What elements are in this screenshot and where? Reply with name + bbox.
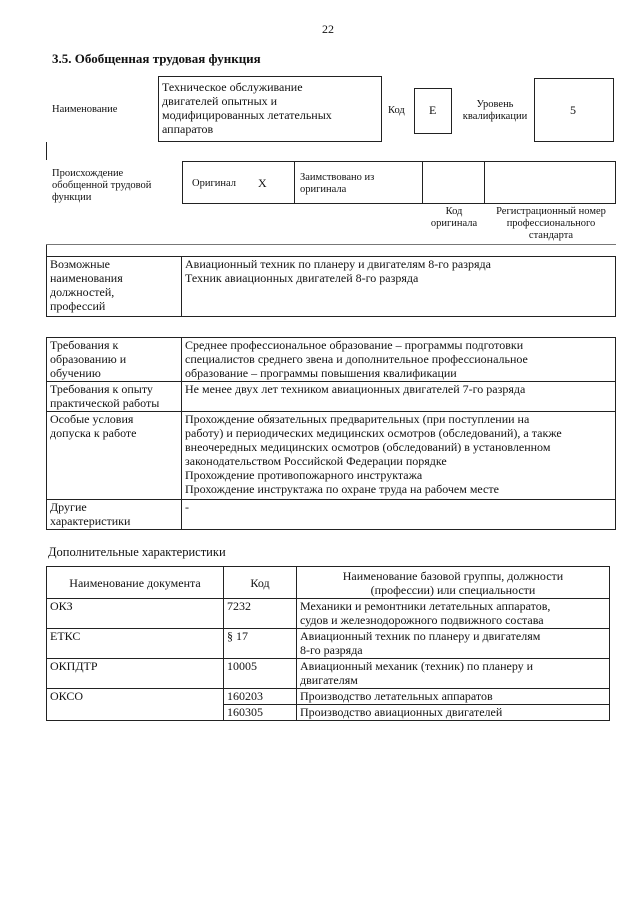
margin-mark: [46, 244, 47, 256]
code-label: Код: [388, 105, 405, 116]
function-name-value: Техническое обслуживание двигателей опытных и модифицированных летательных аппаратов: [162, 80, 332, 136]
caption-registration-number: Регистрационный номер профессионального стандарта: [496, 206, 606, 241]
table-row-code: 10005: [224, 659, 297, 689]
col-header-code: Код: [224, 567, 297, 599]
table-row-code: § 17: [224, 629, 297, 659]
req-admission-label: Особые условия допуска к работе: [47, 412, 182, 500]
positions-table: [46, 256, 616, 317]
table-row-doc: ОКЗ: [47, 599, 224, 629]
origin-divider: [294, 161, 295, 204]
origin-label: Происхождение обобщенной трудовой функции: [52, 168, 152, 203]
original-label: Оригинал: [192, 178, 236, 189]
req-admission-value: Прохождение обязательных предварительных (при поступлении на работу) и периодических медицинских осмотров (обследований), а также внеочередных медицинских осмотров (обследований) в установленном законодательством Российской Федерации порядке Прохождение противопожарного инструктажа Прохождение инструктажа по охране труда на рабочем месте: [182, 412, 616, 500]
origin-top-rule: [182, 161, 616, 162]
positions-top-rule: [46, 244, 616, 245]
table-row-doc: ОКСО: [47, 689, 224, 721]
name-label: Наименование: [52, 104, 118, 115]
code-box: [414, 88, 452, 134]
origin-divider: [422, 161, 423, 204]
margin-mark: [46, 142, 47, 160]
section-title: 3.5. Обобщенная трудовая функция: [52, 51, 261, 66]
additional-title: Дополнительные характеристики: [48, 545, 226, 559]
table-row-code: 7232: [224, 599, 297, 629]
table-row-name: Механики и ремонтники летательных аппаратов, судов и железнодорожного подвижного состава: [297, 599, 610, 629]
req-other-label: Другие характеристики: [47, 500, 182, 530]
code-value: E: [429, 103, 437, 117]
req-other-value: -: [182, 500, 616, 530]
table-row-name: Производство авиационных двигателей: [297, 705, 610, 721]
table-row-code: 160305: [224, 705, 297, 721]
table-row-code: 160203: [224, 689, 297, 705]
page-number: 22: [322, 22, 334, 36]
req-education-label: Требования к образованию и обучению: [47, 338, 182, 382]
level-value: 5: [570, 103, 576, 117]
level-label: Уровень квалификации: [462, 99, 528, 122]
req-experience-value: Не менее двух лет техником авиационных двигателей 7-го разряда: [182, 382, 616, 412]
borrowed-label: Заимствовано из оригинала: [300, 172, 375, 195]
additional-table: [46, 566, 610, 721]
table-row-name: Авиационный механик (техник) по планеру и двигателям: [297, 659, 610, 689]
origin-divider: [615, 161, 616, 204]
origin-divider: [182, 161, 183, 204]
function-name-box: [158, 76, 382, 142]
caption-code-original: Код оригинала: [430, 206, 478, 229]
level-box: [534, 78, 614, 142]
origin-divider: [484, 161, 485, 204]
table-row-name: Производство летательных аппаратов: [297, 689, 610, 705]
table-row-name: Авиационный техник по планеру и двигателям 8-го разряда: [297, 629, 610, 659]
requirements-table: [46, 337, 616, 530]
col-header-document: Наименование документа: [47, 567, 224, 599]
original-mark: X: [258, 176, 267, 190]
positions-value: Авиационный техник по планеру и двигателям 8-го разряда Техник авиационных двигателей 8-го разряда: [182, 257, 616, 317]
req-education-value: Среднее профессиональное образование – программы подготовки специалистов среднего звена и дополнительное профессиональное образование – программы повышения квалификации: [182, 338, 616, 382]
origin-bottom-rule: [182, 203, 616, 204]
positions-label: Возможные наименования должностей, профессий: [47, 257, 182, 317]
table-row-doc: ОКПДТР: [47, 659, 224, 689]
col-header-name: Наименование базовой группы, должности (профессии) или специальности: [297, 567, 610, 599]
req-experience-label: Требования к опыту практической работы: [47, 382, 182, 412]
table-row-doc: ЕТКС: [47, 629, 224, 659]
